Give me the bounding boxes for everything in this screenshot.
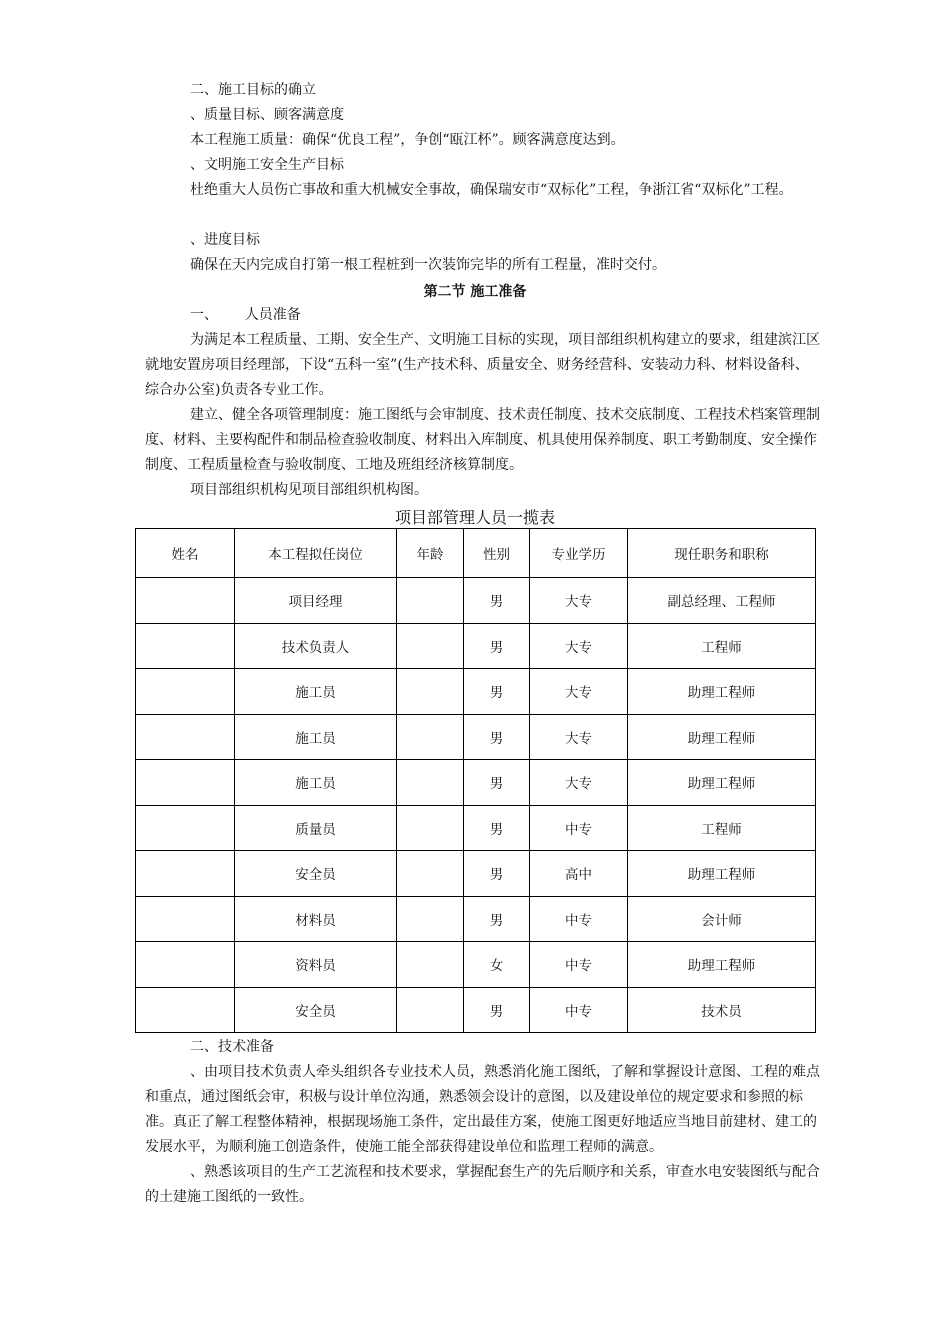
cell-age [397, 896, 464, 942]
cell-gender: 男 [464, 851, 530, 897]
cell-education: 高中 [530, 851, 628, 897]
heading-technical: 二、技术准备 [190, 1039, 274, 1055]
cell-education: 大专 [530, 669, 628, 715]
cell-name [136, 851, 235, 897]
cell-age [397, 623, 464, 669]
cell-gender: 男 [464, 578, 530, 624]
cell-title: 工程师 [628, 805, 816, 851]
cell-gender: 男 [464, 669, 530, 715]
cell-name [136, 760, 235, 806]
paragraph-safety: 杜绝重大人员伤亡事故和重大机械安全事故，确保瑞安市“双标化”工程，争浙江省“双标化”工程。 [190, 182, 793, 198]
cell-position: 资料员 [235, 942, 397, 988]
cell-age [397, 669, 464, 715]
table-row [136, 851, 816, 897]
cell-position: 质量员 [235, 805, 397, 851]
cell-age [397, 714, 464, 760]
cell-education: 大专 [530, 760, 628, 806]
heading-personnel: 一、 人员准备 [190, 307, 301, 323]
cell-name [136, 578, 235, 624]
cell-title: 助理工程师 [628, 942, 816, 988]
cell-position: 施工员 [235, 760, 397, 806]
heading-goals: 二、施工目标的确立 [190, 82, 316, 98]
cell-gender: 男 [464, 760, 530, 806]
cell-education: 中专 [530, 987, 628, 1033]
cell-title: 助理工程师 [628, 760, 816, 806]
cell-title: 助理工程师 [628, 851, 816, 897]
table-row [136, 805, 816, 851]
cell-position: 施工员 [235, 669, 397, 715]
table-row [136, 896, 816, 942]
cell-age [397, 805, 464, 851]
cell-education: 中专 [530, 896, 628, 942]
section-heading: 第二节 施工准备 [423, 284, 527, 300]
cell-gender: 男 [464, 623, 530, 669]
cell-age [397, 760, 464, 806]
table-row [136, 623, 816, 669]
cell-name [136, 669, 235, 715]
header-age: 年龄 [397, 529, 464, 578]
table-header-row [136, 529, 816, 578]
cell-title: 工程师 [628, 623, 816, 669]
cell-gender: 男 [464, 805, 530, 851]
cell-title: 会计师 [628, 896, 816, 942]
cell-title: 副总经理、工程师 [628, 578, 816, 624]
cell-gender: 女 [464, 942, 530, 988]
paragraph-technical-2: 、熟悉该项目的生产工艺流程和技术要求，掌握配套生产的先后顺序和关系，审查水电安装图纸与配合的土建施工图纸的一致性。 [145, 1164, 820, 1205]
subheading-safety: 、文明施工安全生产目标 [190, 157, 344, 173]
cell-name [136, 714, 235, 760]
cell-position: 施工员 [235, 714, 397, 760]
table-row [136, 669, 816, 715]
table-row [136, 714, 816, 760]
cell-title: 技术员 [628, 987, 816, 1033]
cell-gender: 男 [464, 987, 530, 1033]
cell-age [397, 851, 464, 897]
table-row [136, 987, 816, 1033]
cell-title: 助理工程师 [628, 714, 816, 760]
cell-position: 技术负责人 [235, 623, 397, 669]
table-title: 项目部管理人员一揽表 [394, 508, 555, 527]
header-education: 专业学历 [530, 529, 628, 578]
table-row [136, 942, 816, 988]
paragraph-personnel-2: 建立、健全各项管理制度：施工图纸与会审制度、技术责任制度、技术交底制度、工程技术档案管理制度、材料、主要构配件和制品检查验收制度、材料出入库制度、机具使用保养制度、职工考勤制度、安全操作制度、工程质量检查与验收制度、工地及班组经济核算制度。 [145, 407, 820, 473]
cell-name [136, 942, 235, 988]
cell-education: 大专 [530, 623, 628, 669]
staff-table [135, 528, 816, 1033]
cell-name [136, 805, 235, 851]
cell-position: 项目经理 [235, 578, 397, 624]
paragraph-schedule: 确保在天内完成自打第一根工程桩到一次装饰完毕的所有工程量，准时交付。 [190, 257, 666, 273]
paragraph-personnel-3: 项目部组织机构见项目部组织机构图。 [190, 482, 428, 498]
cell-name [136, 987, 235, 1033]
cell-age [397, 578, 464, 624]
cell-education: 中专 [530, 942, 628, 988]
table-row [136, 578, 816, 624]
cell-age [397, 987, 464, 1033]
cell-position: 安全员 [235, 987, 397, 1033]
paragraph-personnel-1: 为满足本工程质量、工期、安全生产、文明施工目标的实现，项目部组织机构建立的要求，组建滨江区就地安置房项目经理部，下设“五科一室”(生产技术科、质量安全、财务经营科、安装动力科、材料设备科、综合办公室)负责各专业工作。 [145, 332, 820, 398]
header-name: 姓名 [136, 529, 235, 578]
cell-position: 安全员 [235, 851, 397, 897]
cell-title: 助理工程师 [628, 669, 816, 715]
cell-education: 大专 [530, 714, 628, 760]
cell-position: 材料员 [235, 896, 397, 942]
paragraph-quality: 本工程施工质量：确保“优良工程”，争创“瓯江杯”。顾客满意度达到。 [190, 132, 625, 148]
header-position: 本工程拟任岗位 [235, 529, 397, 578]
table-row [136, 760, 816, 806]
header-gender: 性别 [464, 529, 530, 578]
cell-name [136, 896, 235, 942]
subheading-quality: 、质量目标、顾客满意度 [190, 107, 344, 123]
cell-gender: 男 [464, 714, 530, 760]
cell-gender: 男 [464, 896, 530, 942]
cell-education: 大专 [530, 578, 628, 624]
subheading-schedule: 、进度目标 [190, 232, 260, 248]
cell-age [397, 942, 464, 988]
paragraph-technical-1: 、由项目技术负责人牵头组织各专业技术人员，熟悉消化施工图纸，了解和掌握设计意图、工程的难点和重点，通过图纸会审，积极与设计单位沟通，熟悉领会设计的意图，以及建设单位的规定要求和参照的标准。真正了解工程整体精神，根据现场施工条件，定出最佳方案，使施工图更好地适应当地目前建材、建工的发展水平，为顺利施工创造条件，使施工能全部获得建设单位和监理工程师的满意。 [145, 1064, 820, 1155]
header-title: 现任职务和职称 [628, 529, 816, 578]
cell-education: 中专 [530, 805, 628, 851]
cell-name [136, 623, 235, 669]
